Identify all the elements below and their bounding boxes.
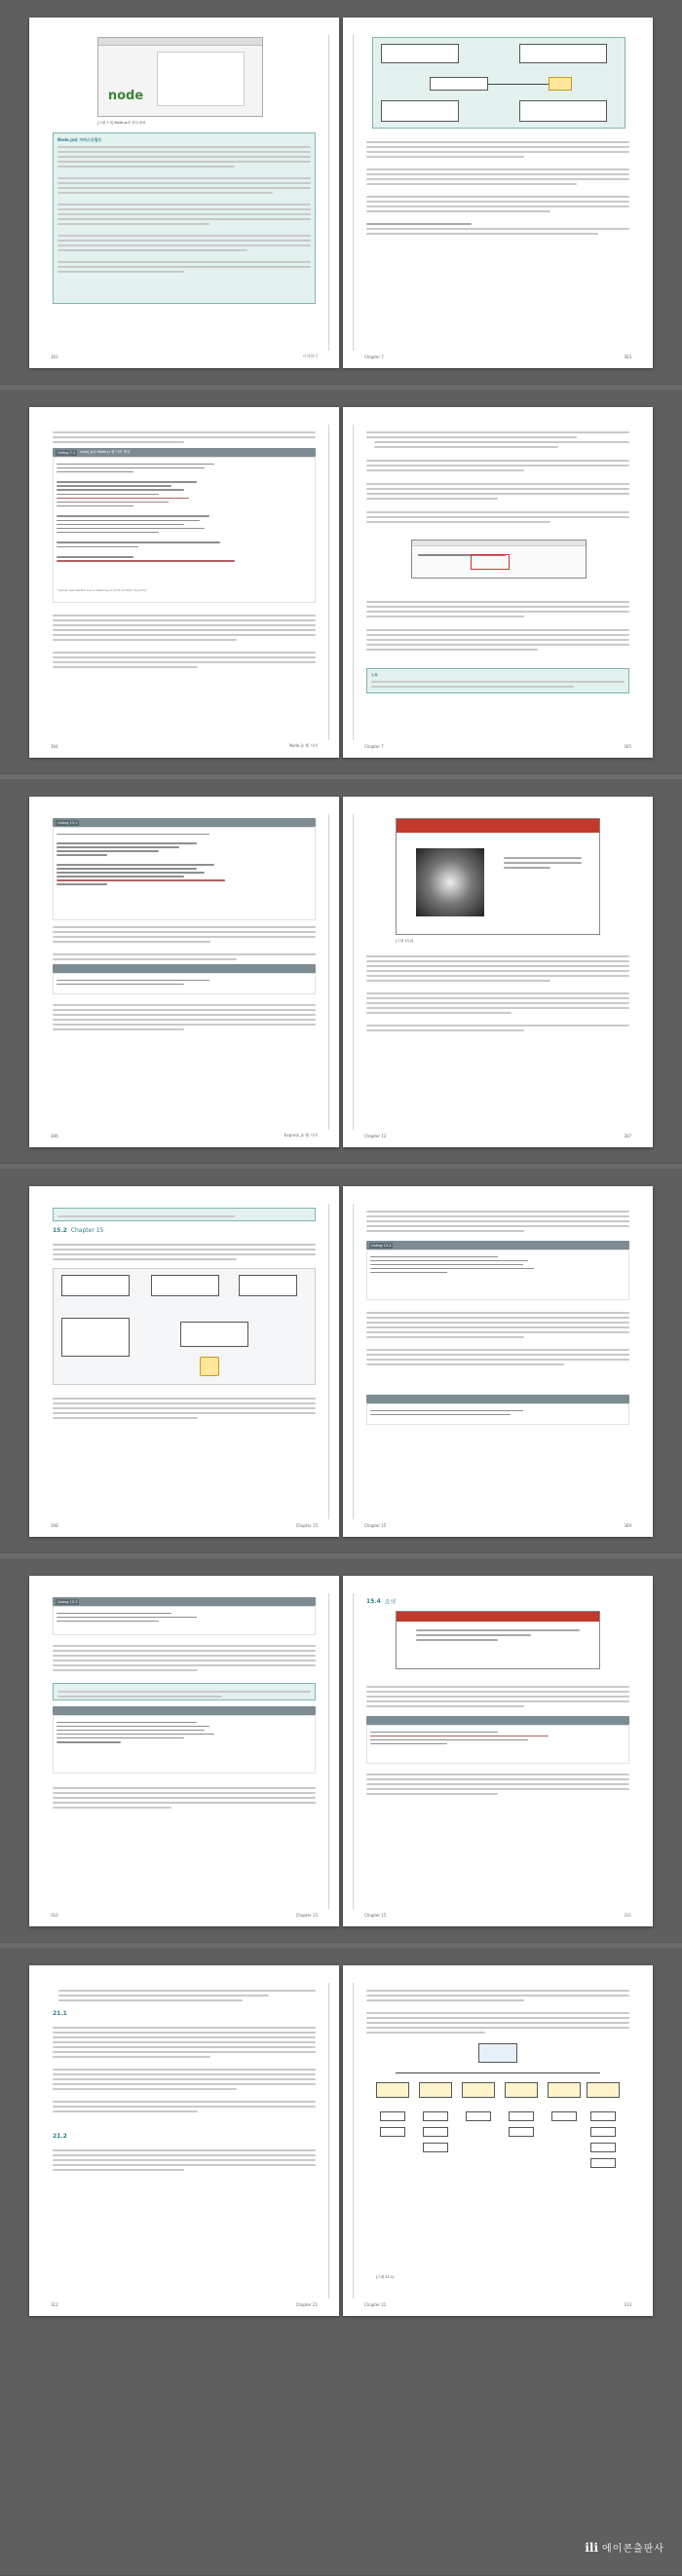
section-heading-21-1 — [53, 2010, 67, 2017]
page-number: 306 — [51, 1133, 58, 1139]
page-number: 309 — [624, 1522, 631, 1528]
page-305[interactable] — [343, 407, 653, 758]
page-310[interactable] — [29, 1576, 339, 1926]
listing-tag: Listing 7.1 — [57, 450, 76, 455]
running-head: Chapter 7 — [364, 743, 384, 749]
listing-15-3 — [53, 1597, 316, 1635]
listing-tag: Listing 15.2 — [371, 1243, 392, 1248]
page-312[interactable] — [29, 1965, 339, 2316]
section-number: 15.2 — [53, 1227, 67, 1234]
note-box — [53, 132, 316, 304]
browser-screenshot — [411, 540, 587, 579]
page-308[interactable] — [29, 1186, 339, 1537]
page-307[interactable] — [343, 797, 653, 1147]
listing-tag: Listing 13.1 — [57, 820, 78, 825]
page-number: 310 — [51, 1912, 58, 1918]
page-number: 304 — [51, 743, 58, 749]
figure-caption: [그림 21.1] — [376, 2275, 395, 2279]
note-label: 노트 — [371, 673, 378, 677]
running-head: Chapter 21 — [364, 2301, 387, 2307]
section-number: 15.4 — [366, 1598, 381, 1605]
section-heading — [53, 1227, 103, 1234]
installer-window-screenshot — [97, 37, 263, 117]
page-309[interactable] — [343, 1186, 653, 1537]
section-number: 21.2 — [53, 2133, 67, 2140]
running-head: Express.js 웹 서버 — [284, 1133, 318, 1138]
section-heading-21-2 — [53, 2133, 67, 2140]
page-302[interactable] — [29, 18, 339, 368]
running-head: Node.js 웹 서버 — [288, 743, 318, 748]
page-number: 307 — [624, 1133, 631, 1139]
listing-title: main_js로 Node.js 웹 서버 생성 — [80, 450, 131, 454]
web-page-screenshot — [396, 818, 600, 935]
publisher-name: 에이콘출판사 — [602, 2544, 664, 2555]
note-title: Node.js와 자바스크립트 — [57, 137, 102, 142]
spread-4 — [29, 1186, 653, 1537]
section-title: Chapter 15 — [70, 1227, 104, 1234]
request-flow-diagram — [372, 37, 625, 129]
folder-tree-diagram — [376, 2043, 620, 2258]
running-head: Chapter 15 — [295, 1912, 318, 1918]
running-head: Chapter 15 — [295, 1522, 318, 1528]
figure-caption: [그림 13.2] — [396, 939, 414, 943]
spread-5 — [29, 1576, 653, 1926]
page-313[interactable] — [343, 1965, 653, 2316]
section-title: 요약 — [384, 1599, 397, 1606]
page-311[interactable] — [343, 1576, 653, 1926]
running-head: Chapter 15 — [364, 1522, 387, 1528]
page-number: 311 — [624, 1912, 631, 1918]
listing-7-1 — [53, 448, 316, 603]
page-number: 303 — [624, 354, 631, 359]
page-number: 313 — [624, 2301, 631, 2307]
page-number: 312 — [51, 2301, 58, 2307]
listing-15-2 — [366, 1241, 629, 1300]
running-head: Chapter 13 — [364, 1133, 387, 1139]
section-number: 21.1 — [53, 2010, 67, 2017]
spread-6 — [29, 1965, 653, 2316]
figure-caption: [그림 7-3] Node.js의 설치 완료 — [97, 121, 146, 125]
page-304[interactable] — [29, 407, 339, 758]
listing-13-1 — [53, 818, 316, 920]
page-306[interactable] — [29, 797, 339, 1147]
publisher-mark: ili — [585, 2540, 599, 2555]
page-303[interactable] — [343, 18, 653, 368]
spread-3 — [29, 797, 653, 1147]
section-heading — [366, 1597, 396, 1606]
running-head: Chapter 15 — [364, 1912, 387, 1918]
page-number: 308 — [51, 1522, 58, 1528]
running-head: Chapter 7 — [364, 354, 384, 359]
running-head: 시작하기 — [302, 354, 318, 358]
spread-2 — [29, 407, 653, 758]
page-number: 305 — [624, 743, 631, 749]
node-logo-icon: node — [107, 88, 144, 103]
architecture-diagram — [53, 1268, 316, 1385]
note-box — [366, 668, 629, 693]
publisher-logo — [585, 2540, 664, 2555]
running-head: Chapter 21 — [295, 2301, 318, 2307]
listing-tag: Listing 15.3 — [57, 1599, 78, 1604]
console-text: "server has started and is listening on port number: ${port}" — [57, 588, 148, 592]
page-number: 302 — [51, 354, 58, 359]
form-screenshot — [396, 1611, 600, 1669]
photo-image — [416, 848, 484, 916]
spread-1 — [29, 18, 653, 368]
